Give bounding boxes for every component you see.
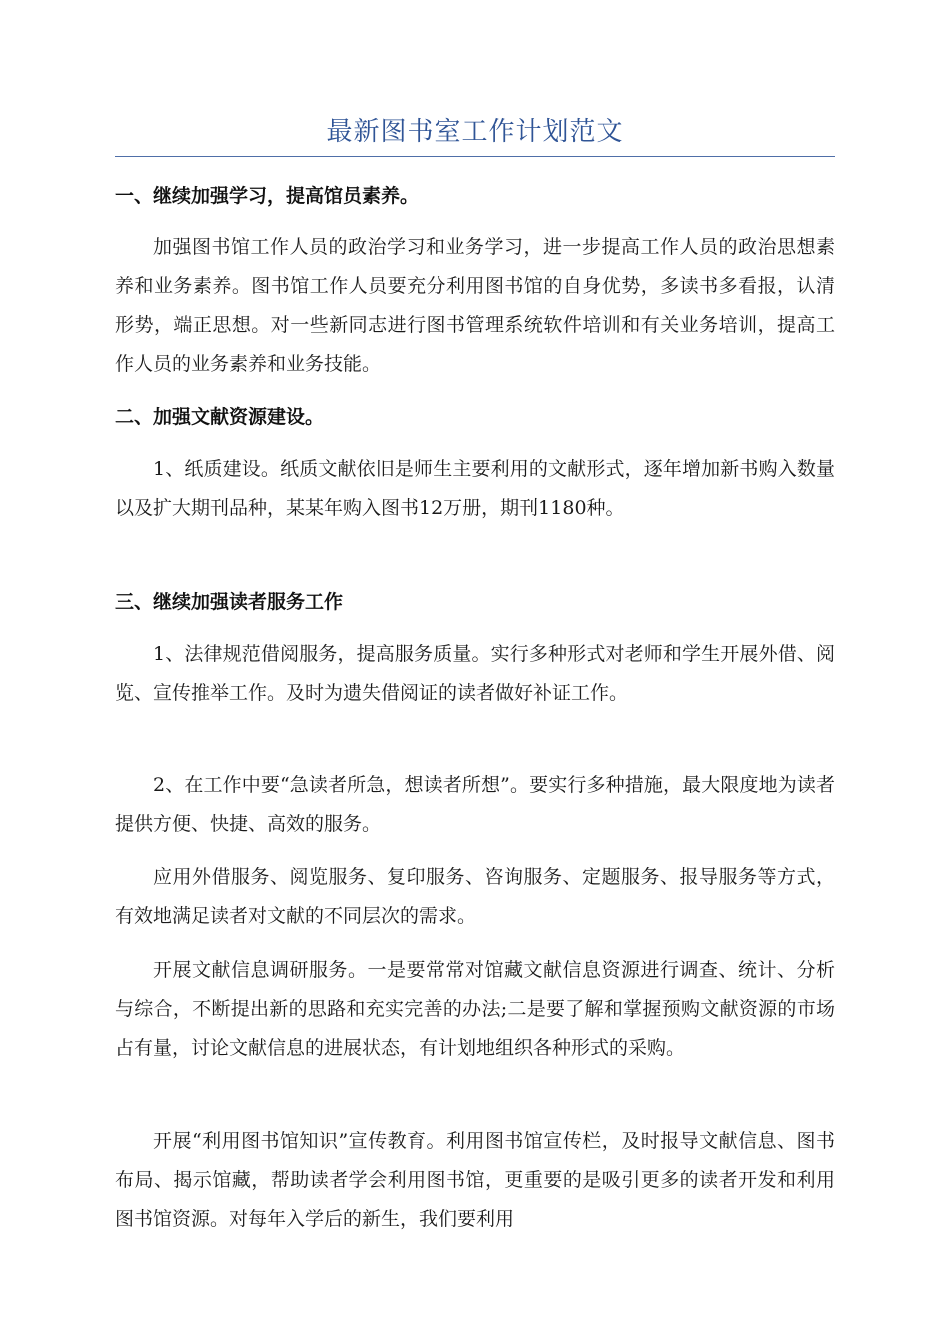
section-3-paragraph-3: 应用外借服务、阅览服务、复印服务、咨询服务、定题服务、报导服务等方式，有效地满足读者对文献的不同层次的需求。 (115, 866, 835, 927)
title-block (115, 108, 835, 157)
section-heading-1: 一、继续加强学习，提高馆员素养。 (115, 185, 420, 207)
section-3-paragraph-1: 1、法律规范借阅服务，提高服务质量。实行多种形式对老师和学生开展外借、阅览、宣传推举工作。及时为遗失借阅证的读者做好补证工作。 (115, 643, 835, 704)
section-heading-3: 三、继续加强读者服务工作 (115, 591, 344, 613)
section-heading-2: 二、加强文献资源建设。 (115, 406, 325, 428)
section-1-paragraph-1: 加强图书馆工作人员的政治学习和业务学习，进一步提高工作人员的政治思想素养和业务素养。图书馆工作人员要充分利用图书馆的自身优势，多读书多看报，认清形势，端正思想。对一些新同志进行图书管理系统软件培训和有关业务培训，提高工作人员的业务素养和业务技能。 (115, 236, 835, 375)
section-2-paragraph-1: 1、纸质建设。纸质文献依旧是师生主要利用的文献形式，逐年增加新书购入数量以及扩大期刊品种，某某年购入图书12万册，期刊1180种。 (115, 458, 835, 519)
section-3-paragraph-4: 开展文献信息调研服务。一是要常常对馆藏文献信息资源进行调查、统计、分析与综合，不断提出新的思路和充实完善的办法;二是要了解和掌握预购文献资源的市场占有量，讨论文献信息的进展状态，有计划地组织各种形式的采购。 (115, 959, 835, 1059)
section-3-paragraph-2: 2、在工作中要“急读者所急，想读者所想”。要实行多种措施，最大限度地为读者提供方便、快捷、高效的服务。 (115, 774, 835, 835)
document-title: 最新图书室工作计划范文 (326, 117, 624, 147)
section-3-paragraph-5: 开展“利用图书馆知识”宣传教育。利用图书馆宣传栏，及时报导文献信息、图书布局、揭示馆藏，帮助读者学会利用图书馆，更重要的是吸引更多的读者开发和利用图书馆资源。对每年入学后的新生，我们要利用 (115, 1130, 835, 1230)
